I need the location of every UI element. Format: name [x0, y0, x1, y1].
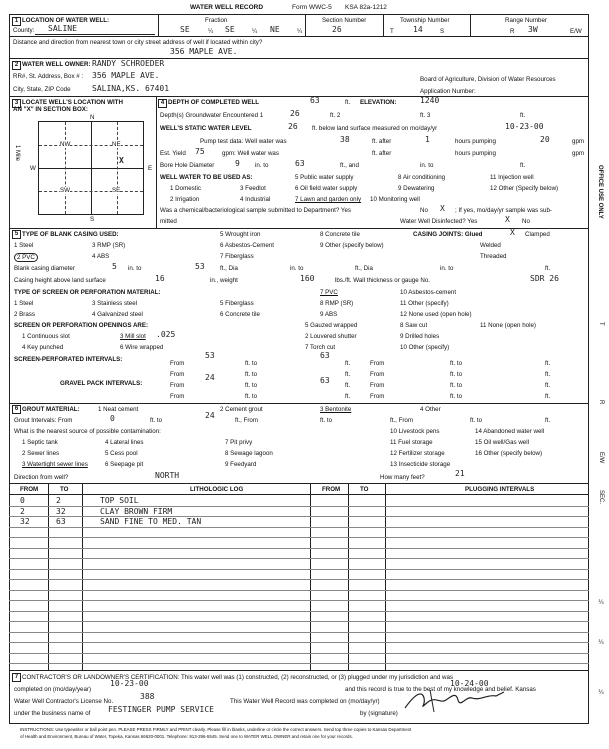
fraction-3: NE — [270, 25, 280, 34]
county-value: SALINE — [48, 24, 77, 33]
direction-value: NORTH — [155, 471, 180, 480]
section-number-4: 4 — [158, 99, 167, 108]
disinfected-label: Water Well Disinfected? Yes — [400, 218, 478, 225]
log-desc: CLAY BROWN FIRM — [100, 506, 173, 516]
section-label: Section Number — [322, 17, 367, 24]
log-to: 63 — [56, 517, 66, 526]
locate-label-2: AN "X" IN SECTION BOX: — [13, 106, 88, 113]
city-label: City, State, ZIP Code — [13, 86, 71, 93]
mile-label: 1 Mile — [14, 145, 20, 162]
casing-joints-label: CASING JOINTS: Glued — [413, 231, 483, 238]
section-number-5: 5 — [12, 230, 21, 239]
county-label: County: — [13, 27, 35, 34]
form-number: Form WWC-5 — [292, 4, 332, 11]
pump-test-label: Pump test data: Well water was — [200, 138, 287, 145]
use-selected: 7 Lawn and garden only — [295, 196, 362, 203]
owner-label: WATER WELL OWNER: — [22, 61, 91, 68]
log-desc: TOP SOIL — [100, 496, 139, 505]
contamination-label: What is the nearest source of possible contamination: — [14, 428, 161, 435]
bore-to-value: 63 — [295, 159, 305, 168]
chem-label: Was a chemical/bacteriological sample submitted to Department? Yes — [160, 207, 351, 214]
form-title: WATER WELL RECORD — [190, 4, 264, 11]
casing-diameter-label: Blank casing diameter — [14, 265, 75, 272]
static-date: 10-23-00 — [505, 122, 544, 131]
township-label: Township Number — [400, 17, 450, 24]
perforated-label: SCREEN-PERFORATED INTERVALS: — [14, 356, 123, 363]
gravel-label: GRAVEL PACK INTERVALS: — [60, 380, 143, 387]
section-number-6: 6 — [12, 405, 21, 414]
completed-date: 10-23-00 — [110, 679, 149, 688]
casing-height-value: 16 — [155, 274, 165, 283]
ksa-reference: KSA 82a-1212 — [345, 4, 387, 11]
fraction-label: Fraction — [205, 17, 228, 24]
application-number-label: Application Number: — [420, 88, 476, 95]
range-label: Range Number — [505, 17, 547, 24]
perf-to-value: 63 — [320, 351, 330, 360]
static-level-value: 26 — [288, 122, 298, 131]
perf-from-value: 53 — [205, 351, 215, 360]
log-from: 0 — [20, 496, 25, 505]
screen-selected: 7 PVC — [320, 289, 338, 296]
address-value: 356 MAPLE AVE. — [92, 71, 160, 80]
gauge-value: SDR 26 — [530, 274, 559, 283]
feet-label: How many feet? — [380, 474, 425, 481]
grout-from-value: 0 — [110, 414, 115, 423]
certification-line-1: CONTRACTOR'S OR LANDOWNER'S CERTIFICATION: This water well was (1) constructed, (2) reconstructed, or (3) plugged under my jurisdiction and was — [22, 674, 454, 681]
grout-intervals-label: Grout Intervals: From — [14, 417, 73, 424]
record-completed-date: 10-24-00 — [450, 679, 489, 688]
fraction-1: SE — [180, 25, 190, 34]
location-mark: X — [119, 156, 124, 165]
log-to: 2 — [56, 496, 61, 505]
feet-value: 21 — [455, 469, 465, 478]
instructions-line-2: of Health and Environment, Bureau of Water, Topeka, Kansas 66620-0001. Telephone: 913-296-5545. Send one to WATER WELL OWNER and retain one for your records. — [20, 734, 353, 739]
distance-label: Distance and direction from nearest town or city street address of well if located within city? — [13, 39, 263, 46]
slot-value: .025 — [156, 330, 176, 339]
signature — [400, 686, 510, 716]
grout-label: GROUT MATERIAL: — [22, 406, 80, 413]
section-number-3: 3 — [12, 99, 21, 108]
depth-value: 63 — [310, 96, 320, 105]
owner-value: RANDY SCHROEDER — [92, 59, 165, 68]
log-desc: SAND FINE TO MED. TAN — [100, 517, 202, 526]
address-label: RR#, St. Address, Box # : — [13, 73, 84, 80]
gravel-to-value: 63 — [320, 376, 330, 385]
office-use-label: OFFICE USE ONLY — [597, 165, 603, 219]
city-value: SALINA,KS. 67401 — [92, 84, 170, 93]
section-grid[interactable]: NW NE SW SE X — [38, 121, 144, 215]
openings-label: SCREEN OR PERFORATION OPENINGS ARE: — [14, 322, 149, 329]
section-number-7: 7 — [12, 673, 21, 682]
casing-label: TYPE OF BLANK CASING USED: — [22, 231, 119, 238]
elevation-value: 1240 — [420, 96, 440, 105]
business-name: FESTINGER PUMP SERVICE — [108, 705, 214, 714]
casing-height-label: Casing height above land surface — [14, 277, 106, 284]
casing-selected: 2 PVC — [14, 253, 38, 262]
section-number-2: 2 — [12, 61, 21, 70]
yield-value: 75 — [195, 147, 205, 156]
log-to: 32 — [56, 506, 66, 516]
screen-material-label: TYPE OF SCREEN OR PERFORATION MATERIAL: — [14, 289, 161, 296]
static-level-label: WELL'S STATIC WATER LEVEL — [160, 125, 252, 132]
log-from: 32 — [20, 517, 30, 526]
groundwater-label: Depth(s) Groundwater Encountered 1 — [160, 112, 264, 119]
fraction-2: SE — [225, 25, 235, 34]
plugging-header: PLUGGING INTERVALS — [465, 486, 535, 493]
grout-selected: 3 Bentonite — [320, 406, 352, 413]
section-number-1: 1 — [12, 17, 21, 26]
section-value: 26 — [332, 25, 342, 34]
log-from: 2 — [20, 506, 25, 516]
license-number: 388 — [140, 692, 155, 701]
use-label: WELL WATER TO BE USED AS: — [160, 174, 253, 181]
bore-value: 9 — [235, 159, 240, 168]
gravel-from-value: 24 — [205, 373, 215, 382]
contamination-selected: 3 Watertight sewer lines — [22, 461, 88, 468]
weight-value: 160 — [300, 274, 315, 283]
pump-hours-value: 1 — [425, 135, 430, 144]
bore-label: Bore Hole Diameter — [160, 162, 215, 169]
range-value: 3W — [528, 25, 538, 34]
township-value: 14 — [413, 25, 423, 34]
casing-diameter-value: 5 — [112, 262, 117, 271]
location-label: LOCATION OF WATER WELL: — [22, 17, 110, 24]
yield-label: Est. Yield — [160, 150, 186, 157]
casing-to-value: 53 — [195, 262, 205, 271]
opening-selected: 3 Mill slot — [120, 333, 146, 340]
locate-label: LOCATE WELL'S LOCATION WITH — [22, 99, 123, 106]
lithologic-log-header: LITHOLOGIC LOG — [190, 486, 244, 493]
elevation-label: ELEVATION: — [360, 99, 397, 106]
grout-to-value: 24 — [205, 411, 215, 420]
distance-value: 356 MAPLE AVE. — [170, 47, 238, 56]
board-text: Board of Agriculture, Division of Water Resources — [420, 76, 556, 83]
pump-gpm-value: 20 — [540, 135, 550, 144]
depth-label: DEPTH OF COMPLETED WELL — [168, 99, 260, 106]
instructions-line-1: INSTRUCTIONS: Use typewriter or ball point pen. PLEASE PRESS FIRMLY and PRINT clearly. Please fill in blanks, underline or circle the correct answers. Send top three copies to Kansas Department — [20, 727, 412, 732]
pump-water-value: 38 — [340, 135, 350, 144]
groundwater-value: 26 — [290, 109, 300, 118]
direction-label: Direction from well? — [14, 474, 69, 481]
